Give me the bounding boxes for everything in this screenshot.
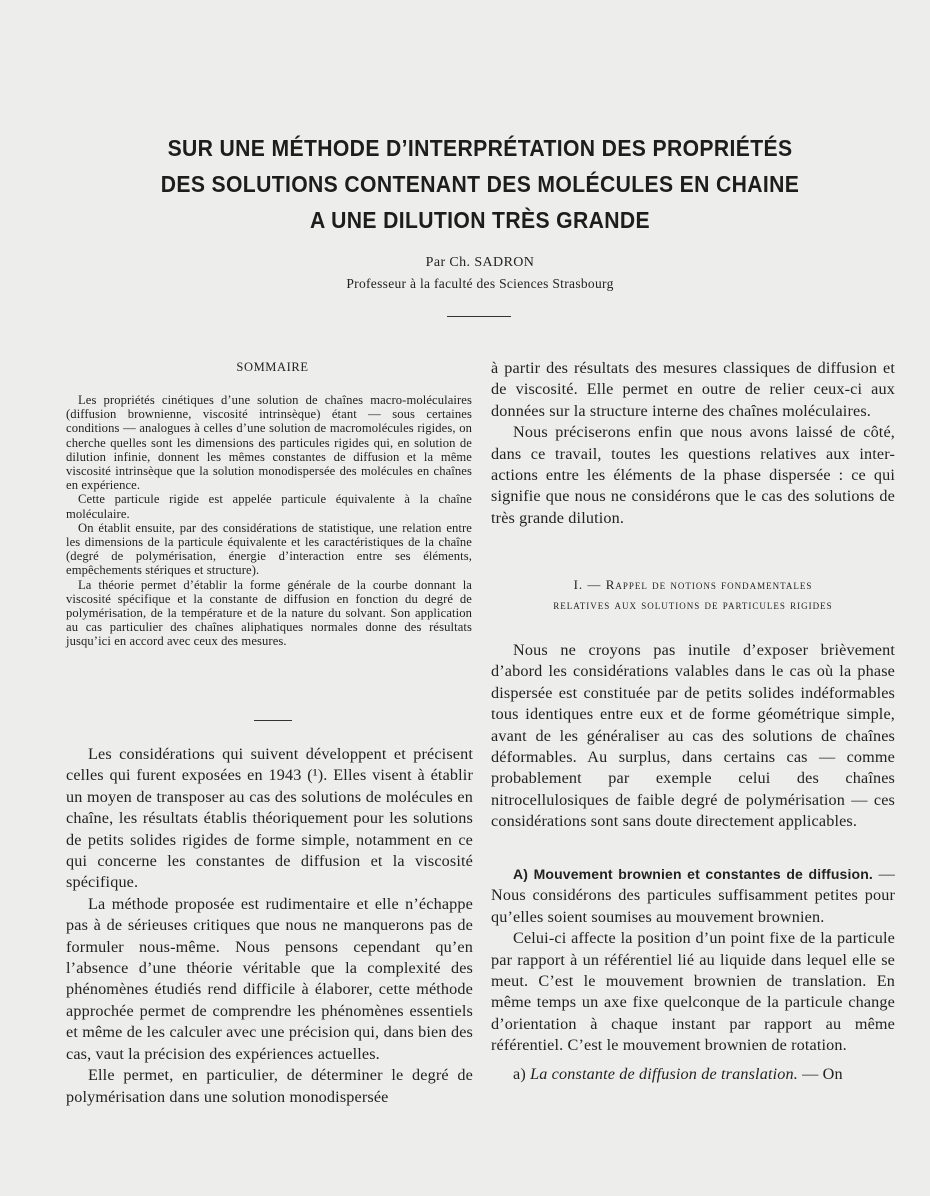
summary-paragraph: La théorie permet d’établir la forme générale de la courbe donnant la viscosité spécifique et la constante de diffusion en fonction du degré de polymérisation, de la température et de la nature du solvant. Son application au cas particulier des chaînes aliphatiques normales donne des résultats jusqu’ici en accord avec ceux des mesures. bbox=[66, 577, 472, 649]
body-paragraph: La méthode proposée est rudimentaire et elle n’échappe pas à de sérieuses critiques que nous ne manquerons pas de formuler nous-même. Nous pensons cependant qu’en l’absence d’une théorie véritable que la complexité des phénomènes étudiés rend difficile à élaborer, cette méthode approchée permet de comprendre les phénomènes essentiels et même de les calculer avec une précision qui, dans bien des cas, vaut la précision des expériences actuelles. bbox=[66, 894, 473, 1063]
left-column-body bbox=[66, 744, 473, 1108]
subsection-heading: A) Mouvement brownien et constantes de diffusion. bbox=[513, 866, 873, 882]
author-line: Par Ch. SADRON bbox=[425, 255, 535, 270]
summary-heading: SOMMAIRE bbox=[236, 360, 309, 374]
item-heading: La constante de diffusion de translation. bbox=[530, 1064, 798, 1083]
article-title bbox=[138, 130, 822, 238]
right-column-middle bbox=[491, 640, 895, 833]
item-text: — On bbox=[797, 1064, 843, 1083]
right-column-top bbox=[491, 358, 895, 529]
section-heading bbox=[491, 575, 895, 615]
title-line-2: DES SOLUTIONS CONTENANT DES MOLÉCULES EN CHAINE bbox=[160, 171, 800, 197]
body-paragraph bbox=[491, 1064, 895, 1085]
body-paragraph: Elle permet, en particulier, de déterminer le degré de polymérisation dans une solution monodispersée bbox=[66, 1066, 473, 1106]
subsection-text: — Nous considérons des particules suffisamment petites pour qu’elles soient soumises au mouvement brownien. bbox=[491, 865, 895, 926]
body-paragraph: à partir des résultats des mesures classiques de diffusion et de viscosité. Elle permet en outre de relier ceux-ci aux données sur la structure interne des chaînes moléculaires. bbox=[491, 359, 895, 420]
body-paragraph: Celui-ci affecte la position d’un point fixe de la particule par rapport à un référentiel lié au liquide dans lequel elle se meut. C’est le mouvement brownien de translation. En même temps un axe fixe quelconque de la particule change d’orientation à chaque instant par rapport au même référentiel. C’est le mouvement brownien de rotation. bbox=[491, 929, 895, 1055]
body-paragraph: Nous ne croyons pas inutile d’exposer brièvement d’abord les considérations valables dans le cas où la phase dispersée est constituée par de petits solides indéformables tous identiques entre eux et de forme géométrique simple, avant de les généraliser au cas des solutions de chaînes déformables. Au surplus, dans certains cas — comme probablement par exemple celui des chaînes nitrocellulosiques de faible degré de polymérisation — ces considérations sont sans doute directement applicables. bbox=[491, 641, 895, 831]
section-title-line-1: Rappel de notions fondamentales bbox=[605, 577, 813, 592]
title-line-1: SUR UNE MÉTHODE D’INTERPRÉTATION DES PROPRIÉTÉS bbox=[167, 135, 793, 161]
subsection-paragraph bbox=[491, 864, 895, 928]
summary-paragraph: Cette particule rigide est appelée particule équivalente à la chaîne moléculaire. bbox=[66, 492, 472, 521]
summary-block bbox=[66, 393, 472, 649]
body-paragraph: Nous préciserons enfin que nous avons laissé de côté, dans ce travail, toutes les questions relatives aux inter-actions entre les éléments de la phase dispersée : ce qui signifie que nous ne considérons que le cas des solutions de très grande dilution. bbox=[491, 423, 895, 527]
affiliation-line: Professeur à la faculté des Sciences Strasbourg bbox=[346, 276, 614, 291]
right-column-bottom bbox=[491, 864, 895, 1085]
title-separator-rule bbox=[447, 316, 511, 317]
title-line-3: A UNE DILUTION TRÈS GRANDE bbox=[310, 207, 650, 233]
section-number: I. — bbox=[573, 577, 606, 592]
summary-paragraph: Les propriétés cinétiques d’une solution de chaînes macro-moléculaires (diffusion brownienne, viscosité intrinsèque) étant — sous certaines conditions — analogues à celles d’une solution de macromolécules rigides, on cherche quelles sont les dimensions des particules rigides qui, en solution de dilution infinie, donnent les mêmes constantes de diffusion et la même viscosité intrinsèque que la solution monodispersée des molécules en chaînes en expérience. bbox=[66, 393, 472, 493]
summary-paragraph: On établit ensuite, par des considérations de statistique, une relation entre les dimensions de la particule équivalente et les caractéristiques de la chaîne (degré de polymérisation, énergie d’interaction entre ses éléments, empêchements stériques et structure). bbox=[66, 520, 472, 578]
summary-separator-rule bbox=[254, 720, 292, 721]
item-marker: a) bbox=[513, 1064, 531, 1083]
section-title-line-2: relatives aux solutions de particules rigides bbox=[553, 597, 833, 612]
body-paragraph: Les considérations qui suivent développent et précisent celles qui furent exposées en 1943 (¹). Elles visent à établir un moyen de transposer au cas des solutions de molécules en chaîne, les résultats établis théoriquement pour les solutions de petits solides rigides de forme simple, notamment en ce qui concerne les constantes de diffusion et la viscosité spécifique. bbox=[66, 745, 473, 892]
